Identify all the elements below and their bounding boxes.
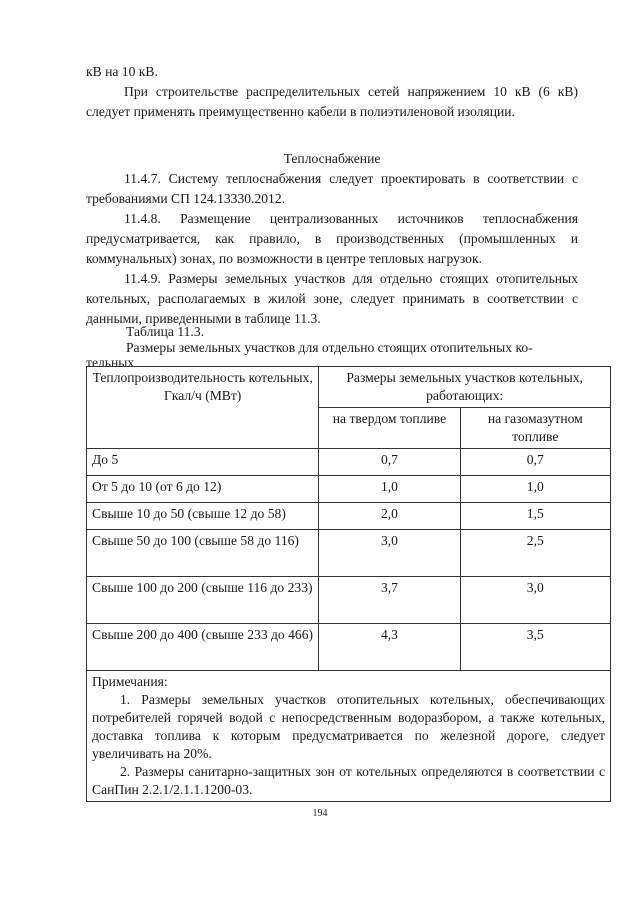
row-label: От 5 до 10 (от 6 до 12) — [87, 476, 319, 503]
solid-fuel-value: 1,0 — [319, 476, 460, 503]
paragraph-continuation: кВ на 10 кВ. — [86, 64, 158, 79]
solid-fuel-value: 3,7 — [319, 577, 460, 624]
header-plot-sizes: Размеры земельных участков котельных, работающих: — [319, 367, 611, 408]
row-label: Свыше 100 до 200 (свыше 116 до 233) — [87, 577, 319, 624]
notes-title: Примечания: — [92, 674, 168, 689]
table-row — [87, 476, 611, 503]
row-label: Свыше 10 до 50 (свыше 12 до 58) — [87, 503, 319, 530]
row-label: До 5 — [87, 449, 319, 476]
table-row — [87, 624, 611, 671]
solid-fuel-value: 3,0 — [319, 530, 460, 577]
note-1: 1. Размеры земельных участков отопительных котельных, обеспечивающих потребителей горячей водой с непосредственным водоразбором, а также котельных, доставка топлива к которым предусматривается по железной дороге, следует увеличивать на 20%. — [92, 692, 605, 761]
table-header-row — [87, 367, 611, 408]
header-solid-fuel: на твердом топливе — [319, 408, 460, 449]
gas-fuel-value: 1,5 — [460, 503, 610, 530]
note-2: 2. Размеры санитарно-защитных зон от котельных определяются в соответствии с СанПин 2.2.1/2.1.1.1200-03. — [92, 764, 605, 797]
header-heat-capacity: Теплопроизводительность котельных, Гкал/ч (МВт) — [87, 367, 319, 449]
table-label: Таблица 11.3. — [126, 324, 205, 339]
solid-fuel-value: 0,7 — [319, 449, 460, 476]
gas-fuel-value: 3,0 — [460, 577, 610, 624]
land-plot-table — [86, 366, 611, 802]
row-label: Свыше 200 до 400 (свыше 233 до 466) — [87, 624, 319, 671]
table-row — [87, 530, 611, 577]
section-body — [86, 169, 578, 329]
page-number: 194 — [312, 808, 328, 819]
table-row — [87, 449, 611, 476]
intro-text — [86, 62, 578, 122]
paragraph-11-4-8: 11.4.8. Размещение централизованных источников теплоснабжения предусматривается, как правило, в производственных (промышленных и коммунальных) зонах, по возможности в центре тепловых нагрузок. — [86, 211, 578, 266]
solid-fuel-value: 4,3 — [319, 624, 460, 671]
table-row — [87, 577, 611, 624]
paragraph-cables: При строительстве распределительных сетей напряжением 10 кВ (6 кВ) следует применять преимущественно кабели в полиэтиленовой изоляции. — [86, 84, 578, 119]
table-notes — [87, 671, 611, 802]
solid-fuel-value: 2,0 — [319, 503, 460, 530]
paragraph-11-4-9: 11.4.9. Размеры земельных участков для отдельно стоящих отопительных котельных, располагаемых в жилой зоне, следует принимать в соответствии с данными, приведенными в таблице 11.3. — [86, 271, 578, 326]
gas-fuel-value: 3,5 — [460, 624, 610, 671]
row-label: Свыше 50 до 100 (свыше 58 до 116) — [87, 530, 319, 577]
section-heading: Теплоснабжение — [283, 151, 381, 166]
table-caption-continuation: тельных — [86, 355, 135, 370]
header-gas-fuel: на газомазутном топливе — [460, 408, 610, 449]
gas-fuel-value: 2,5 — [460, 530, 610, 577]
gas-fuel-value: 0,7 — [460, 449, 610, 476]
paragraph-11-4-7: 11.4.7. Систему теплоснабжения следует проектировать в соответствии с требованиями СП 124.13330.2012. — [86, 171, 578, 206]
table-notes-row — [87, 671, 611, 802]
table-row — [87, 503, 611, 530]
gas-fuel-value: 1,0 — [460, 476, 610, 503]
table-caption: Размеры земельных участков для отдельно стоящих отопительных ко- — [126, 340, 533, 355]
